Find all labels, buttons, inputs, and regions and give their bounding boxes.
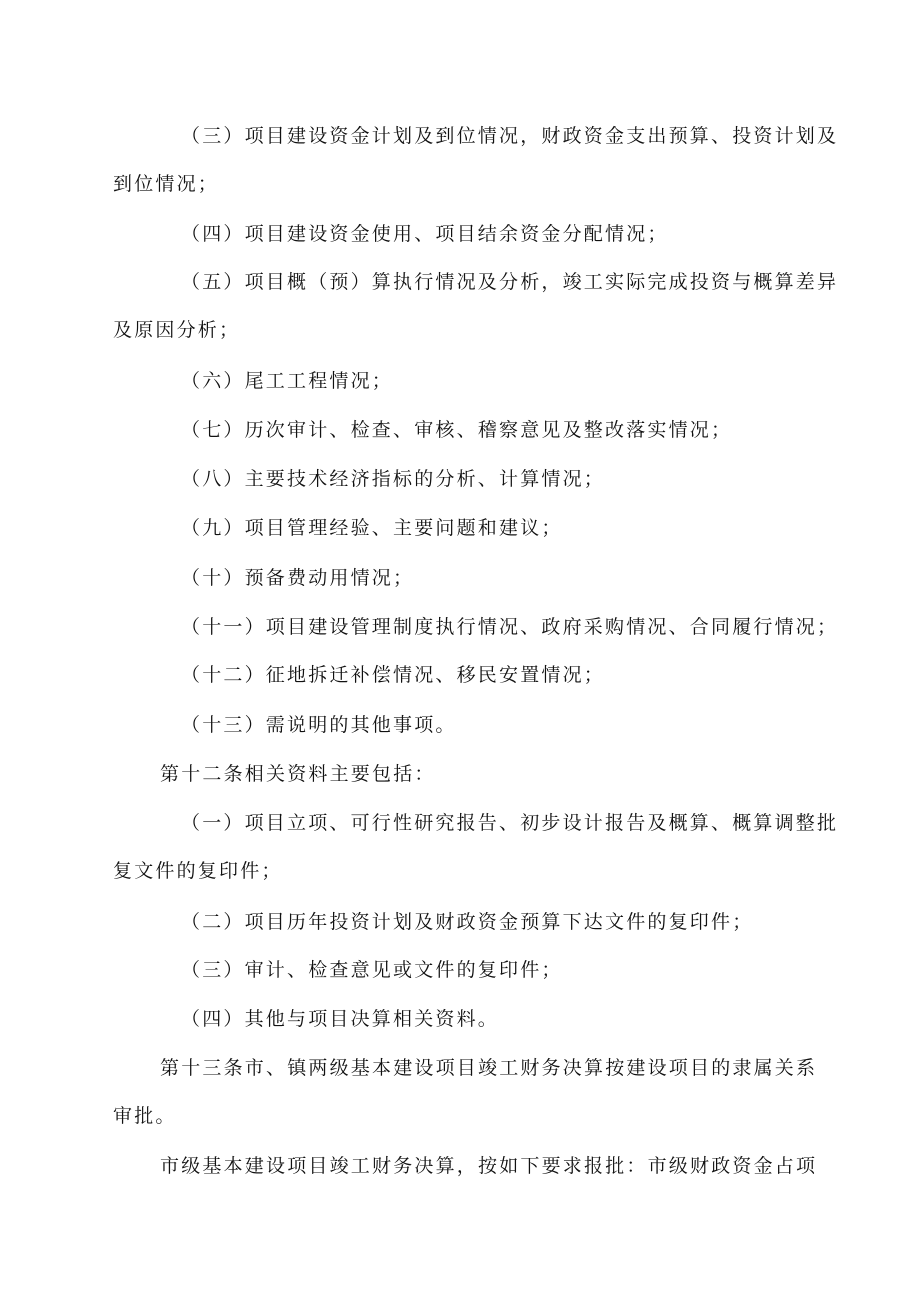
paragraph-item-11-procurement: （十一）项目建设管理制度执行情况、政府采购情况、合同履行情况；	[181, 616, 839, 638]
article-12-item-4: （四）其他与项目决算相关资料。	[181, 1008, 500, 1030]
paragraph-item-3-funding-line-2: 到位情况；	[113, 173, 220, 195]
paragraph-item-9-management: （九）项目管理经验、主要问题和建议；	[181, 517, 563, 539]
paragraph-item-3-funding-line-1: （三）项目建设资金计划及到位情况，财政资金支出预算、投资计划及	[181, 125, 839, 147]
paragraph-item-6-remaining-work: （六）尾工工程情况；	[181, 370, 394, 392]
paragraph-item-7-audit-opinions: （七）历次审计、检查、审核、稽察意见及整改落实情况；	[181, 419, 733, 441]
article-12-item-1-line-2: 复文件的复印件；	[113, 860, 283, 882]
article-12-item-3: （三）审计、检查意见或文件的复印件；	[181, 959, 563, 981]
paragraph-item-8-indicators: （八）主要技术经济指标的分析、计算情况；	[181, 468, 606, 490]
article-13-line-2: 审批。	[113, 1105, 177, 1127]
article-12-item-1-line-1: （一）项目立项、可行性研究报告、初步设计报告及概算、概算调整批	[181, 812, 839, 834]
article-12-heading: 第十二条相关资料主要包括：	[160, 763, 436, 785]
paragraph-item-5-budget-line-1: （五）项目概（预）算执行情况及分析，竣工实际完成投资与概算差异	[181, 271, 839, 293]
paragraph-item-5-budget-line-2: 及原因分析；	[113, 319, 241, 341]
paragraph-item-4-fund-usage: （四）项目建设资金使用、项目结余资金分配情况；	[181, 223, 669, 245]
paragraph-item-10-reserve-fee: （十）预备费动用情况；	[181, 567, 415, 589]
paragraph-item-13-other: （十三）需说明的其他事项。	[181, 714, 457, 736]
article-13-line-1: 第十三条市、镇两级基本建设项目竣工财务决算按建设项目的隶属关系	[160, 1057, 818, 1079]
article-13-municipal-approval: 市级基本建设项目竣工财务决算，按如下要求报批：市级财政资金占项	[160, 1155, 818, 1177]
article-12-item-2: （二）项目历年投资计划及财政资金预算下达文件的复印件；	[181, 911, 754, 933]
paragraph-item-12-relocation: （十二）征地拆迁补偿情况、移民安置情况；	[181, 664, 606, 686]
